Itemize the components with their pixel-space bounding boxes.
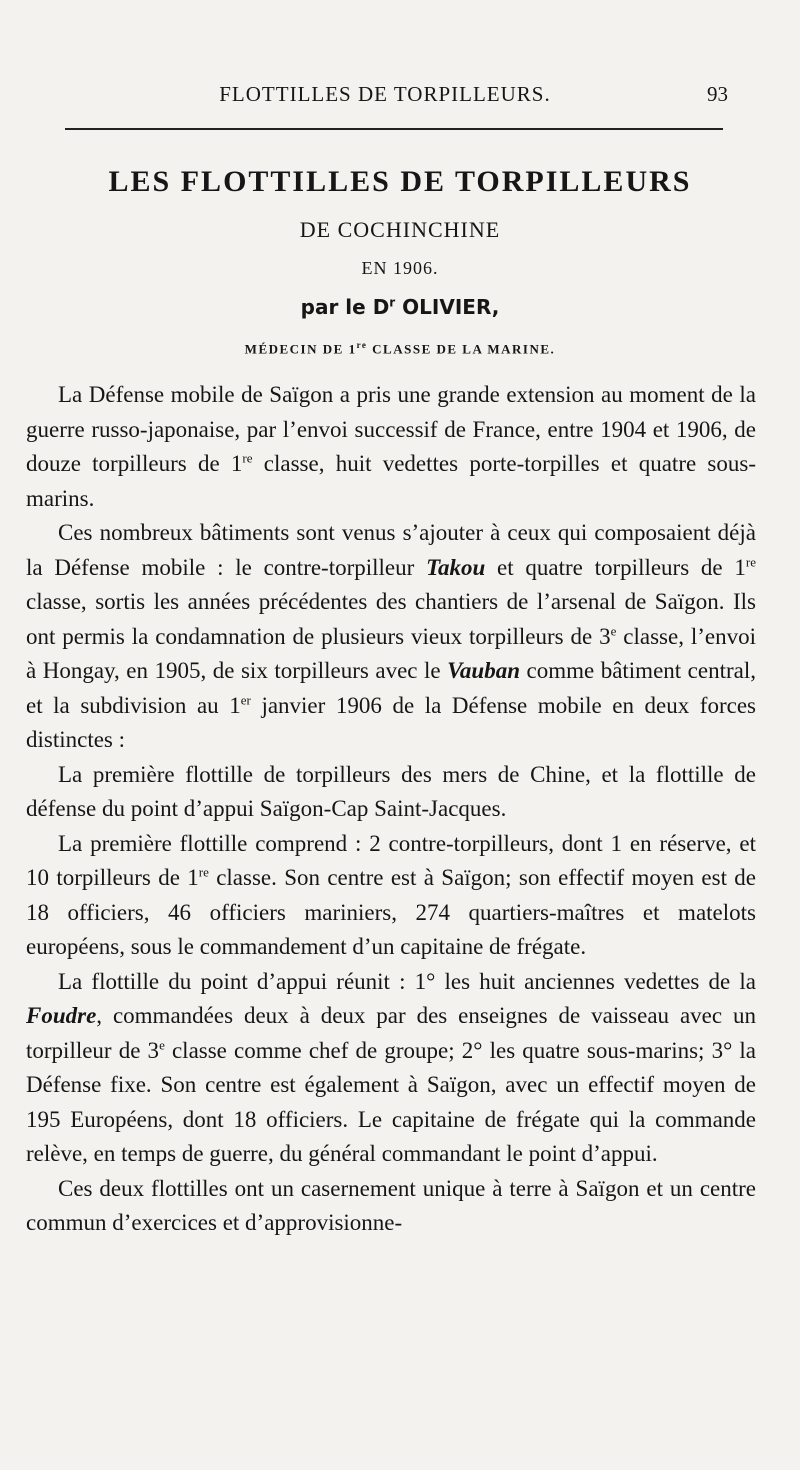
article-year: EN 1906.: [361, 258, 439, 278]
page-number: 93: [707, 82, 728, 106]
p2-text-a: Ces nombreux bâtiments sont venus s’ajouter à ceux qui composaient déjà la Défense mobile : le contre-torpilleur: [26, 520, 756, 580]
paragraph-4: [26, 827, 756, 965]
ship-name-foudre: Foudre: [26, 1003, 97, 1028]
paragraph-6: Ces deux flottilles ont un casernement unique à terre à Saïgon et un centre commun d’exercices et d’approvisionne-: [26, 1175, 756, 1235]
paragraph-3: La première flottille de torpilleurs des mers de Chine, et la flottille de défense du point d’appui Saïgon-Cap Saint-Jacques.: [26, 761, 756, 821]
paragraph-5: [26, 965, 756, 1172]
article-subtitle: DE COCHINCHINE: [299, 217, 501, 242]
p1-text-b: classe, huit vedettes porte-torpilles et quatre sous-marins.: [26, 451, 756, 511]
ship-name-takou: Takou: [426, 554, 486, 580]
p1-superscript: re: [242, 450, 253, 466]
p4-text-b: classe. Son centre est à Saïgon; son effectif moyen est de 18 officiers, 46 officiers mariniers, 274 quartiers-maîtres et matelots européens, sous le commandement d’un capitaine de frégate.: [26, 865, 757, 959]
affiliation-part-1: MÉDECIN DE 1: [244, 341, 357, 357]
ship-name-vauban: Vauban: [447, 658, 520, 683]
author-name: OLIVIER,: [395, 295, 500, 319]
p4-text-a: La première flottille comprend : 2 contre-torpilleurs, dont 1 en réserve, et 10 torpilleurs de 1: [26, 830, 756, 890]
paragraph-1: [26, 378, 756, 516]
author-superscript: r: [389, 295, 396, 310]
p4-superscript: re: [198, 864, 209, 880]
author-affiliation: [0, 340, 800, 357]
p5-superscript: e: [159, 1036, 165, 1052]
p2-superscript-3: er: [240, 691, 251, 707]
paragraph-2: [26, 516, 756, 758]
running-title: FLOTTILLES DE TORPILLEURS.: [219, 82, 551, 106]
header-rule: [65, 128, 723, 130]
p2-text-b: et quatre torpilleurs de 1: [485, 554, 746, 580]
p2-text-d: classe, l’envoi à Hongay, en 1905, de six torpilleurs avec le: [26, 623, 756, 683]
affiliation-superscript: re: [356, 340, 368, 350]
article-title: LES FLOTTILLES DE TORPILLEURS: [108, 165, 692, 198]
p5-text-b: , commandées deux à deux par des enseignes de vaisseau avec un torpilleur de 3: [26, 1003, 756, 1063]
author-prefix: par le D: [300, 295, 390, 319]
p2-superscript-1: re: [745, 553, 756, 569]
article-body: [26, 378, 756, 1241]
running-head: [0, 82, 800, 110]
author-line: [0, 295, 800, 319]
p1-text-a: La Défense mobile de Saïgon a pris une grande extension au moment de la guerre russo-japonaise, par l’envoi successif de France, entre 1904 et 1906, de douze torpilleurs de 1: [26, 382, 756, 476]
p5-text-c: classe comme chef de groupe; 2° les quatre sous-marins; 3° la Défense fixe. Son centre est également à Saïgon, avec un effectif moyen de 195 Européens, dont 18 officiers. Le capitaine de frégate qui la commande relève, en temps de guerre, du général commandant le point d’appui.: [26, 1037, 757, 1166]
p2-text-e: comme bâtiment central, et la subdivision au 1: [26, 658, 756, 718]
p2-text-f: janvier 1906 de la Défense mobile en deux forces distinctes :: [26, 692, 756, 752]
p2-text-c: classe, sortis les années précédentes des chantiers de l’arsenal de Saïgon. Ils ont permis la condamnation de plusieurs vieux torpilleurs de 3: [26, 589, 756, 649]
p5-text-a: La flottille du point d’appui réunit : 1° les huit anciennes vedettes de la: [58, 968, 756, 994]
p2-superscript-2: e: [610, 622, 617, 638]
affiliation-part-2: CLASSE DE LA MARINE.: [367, 341, 556, 357]
